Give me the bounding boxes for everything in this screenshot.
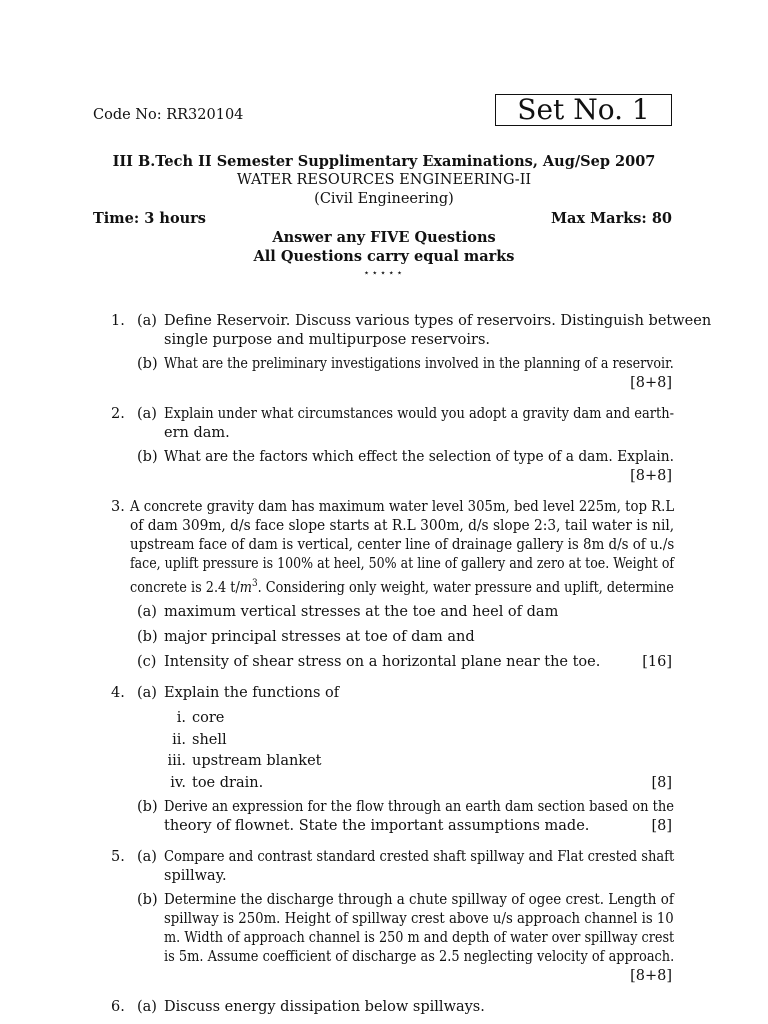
question-number: 1. (111, 313, 125, 329)
part-label: (a) (137, 604, 157, 620)
question-number: 3. (111, 499, 125, 515)
marks: [16] (642, 654, 672, 670)
instruction-answer: Answer any FIVE Questions (272, 229, 496, 246)
question-number: 6. (111, 999, 125, 1015)
subpart-text: upstream blanket (192, 753, 322, 769)
question-text: ern dam. (164, 425, 230, 441)
part-label: (a) (137, 406, 157, 422)
unit-exponent: 3 (251, 578, 258, 589)
marks: [8+8] (630, 375, 672, 391)
question-text: A concrete gravity dam has maximum water level 305m, bed level 225m, top R.L (130, 499, 675, 515)
subpart-text: core (192, 710, 225, 726)
question-text: Explain the functions of (164, 685, 340, 701)
question-text: spillway. (164, 868, 227, 884)
question-text: Derive an expression for the flow through an earth dam section based on the (164, 799, 675, 815)
question-number: 4. (111, 685, 125, 701)
question-text: upstream face of dam is vertical, center line of drainage gallery is 8m d/s of u./s (130, 537, 675, 553)
question-text: face, uplift pressure is 100% at heel, 50% at line of gallery and zero at toe. Weight of (130, 556, 675, 572)
max-marks: Max Marks: 80 (550, 210, 672, 227)
branch-name: (Civil Engineering) (314, 191, 454, 207)
instruction-equal-marks: All Questions carry equal marks (253, 248, 515, 265)
question-text: . Considering only weight, water pressure and uplift, determine (257, 579, 674, 596)
question-text: m. Width of approach channel is 250 m and depth of water over spillway crest (164, 930, 675, 946)
subpart-label: i. (176, 710, 186, 726)
stars-divider: ⋆⋆⋆⋆⋆ (363, 268, 405, 279)
question-text: of dam 309m, d/s face slope starts at R.L 300m, d/s slope 2:3, tail water is nil, (130, 518, 675, 534)
exam-duration: Time: 3 hours (93, 210, 206, 227)
question-text: concrete is 2.4 t/ (130, 579, 240, 596)
unit-symbol: m (239, 579, 252, 596)
question-number: 2. (111, 406, 125, 422)
marks: [8+8] (630, 968, 672, 984)
set-number-box: Set No. 1 (495, 94, 672, 126)
subpart-label: iv. (170, 775, 186, 791)
part-label: (b) (137, 356, 158, 372)
question-text: single purpose and multipurpose reservoirs. (164, 332, 490, 348)
part-label: (a) (137, 313, 157, 329)
question-text-line (130, 574, 674, 598)
question-text: Compare and contrast standard crested shaft spillway and Flat crested shaft (164, 849, 675, 865)
question-text: Explain under what circumstances would you adopt a gravity dam and earth- (164, 406, 675, 422)
part-label: (a) (137, 849, 157, 865)
part-label: (b) (137, 799, 158, 815)
code-number: Code No: RR320104 (93, 107, 244, 123)
question-text: maximum vertical stresses at the toe and heel of dam (164, 604, 559, 620)
subpart-label: iii. (167, 753, 186, 769)
question-text: spillway is 250m. Height of spillway crest above u/s approach channel is 10 (164, 911, 674, 927)
subpart-text: toe drain. (192, 775, 264, 791)
question-text: What are the factors which effect the selection of type of a dam. Explain. (164, 449, 675, 465)
question-text: is 5m. Assume coefficient of discharge as 2.5 neglecting velocity of approach. (164, 949, 675, 965)
subpart-label: ii. (172, 732, 186, 748)
marks: [8+8] (630, 468, 672, 484)
part-label: (a) (137, 999, 157, 1015)
question-text: Discuss energy dissipation below spillways. (164, 999, 485, 1015)
part-label: (b) (137, 629, 158, 645)
subpart-text: shell (192, 732, 227, 748)
marks: [8] (651, 818, 672, 834)
question-text: Determine the discharge through a chute spillway of ogee crest. Length of (164, 892, 674, 908)
question-text: What are the preliminary investigations involved in the planning of a reservoir. (164, 356, 674, 372)
subject-title: WATER RESOURCES ENGINEERING-II (236, 172, 532, 188)
exam-title: III B.Tech II Semester Supplimentary Examinations, Aug/Sep 2007 (112, 153, 656, 170)
question-text: Define Reservoir. Discuss various types of reservoirs. Distinguish between (164, 313, 712, 329)
part-label: (c) (137, 654, 157, 670)
question-text: Intensity of shear stress on a horizontal plane near the toe. (164, 654, 601, 670)
question-text: theory of flownet. State the important assumptions made. (164, 818, 590, 834)
question-number: 5. (111, 849, 125, 865)
marks: [8] (651, 775, 672, 791)
question-text: major principal stresses at toe of dam and (164, 629, 475, 645)
part-label: (b) (137, 449, 158, 465)
part-label: (a) (137, 685, 157, 701)
part-label: (b) (137, 892, 158, 908)
